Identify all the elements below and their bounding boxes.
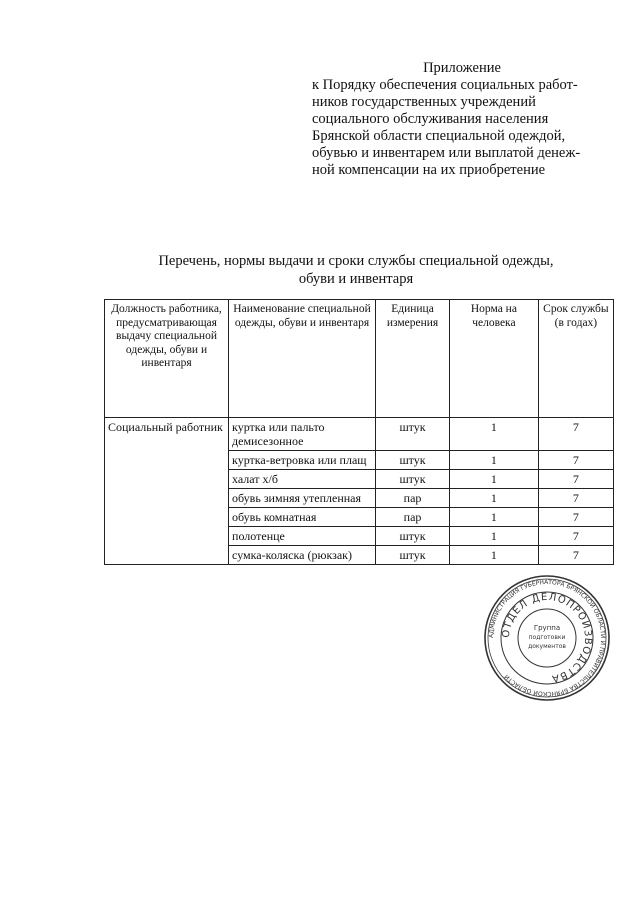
item-cell: халат х/б xyxy=(229,470,376,489)
norm-cell: 1 xyxy=(450,418,539,451)
title-line-1: Перечень, нормы выдачи и сроки службы специальной одежды, xyxy=(158,253,554,269)
document-title xyxy=(100,252,612,288)
office-stamp xyxy=(483,574,611,702)
table-row xyxy=(105,418,614,451)
norm-cell: 1 xyxy=(450,489,539,508)
appendix-line: обувью и инвентарем или выплатой денеж- xyxy=(312,145,581,161)
unit-cell: пар xyxy=(375,489,449,508)
appendix-line: Брянской области специальной одеждой, xyxy=(312,128,566,144)
appendix-heading: Приложение xyxy=(423,60,501,76)
unit-cell: штук xyxy=(375,546,449,565)
unit-cell: штук xyxy=(375,418,449,451)
table-header-row xyxy=(105,300,614,418)
term-cell: 7 xyxy=(538,546,613,565)
position-cell: Социальный работник xyxy=(105,418,229,565)
term-cell: 7 xyxy=(538,451,613,470)
term-cell: 7 xyxy=(538,527,613,546)
item-cell: куртка-ветровка или плащ xyxy=(229,451,376,470)
unit-cell: штук xyxy=(375,527,449,546)
appendix-block xyxy=(312,60,612,179)
term-cell: 7 xyxy=(538,418,613,451)
term-cell: 7 xyxy=(538,489,613,508)
header-unit: Единица измерения xyxy=(375,300,449,418)
stamp-outer-text: АДМИНИСТРАЦИЯ ГУБЕРНАТОРА БРЯНСКОЙ ОБЛАСТИ И ПРАВИТЕЛЬСТВА БРЯНСКОЙ ОБЛАСТИ xyxy=(487,578,607,698)
header-position: Должность работника, предусматривающая выдачу специальной одежды, обуви и инвентаря xyxy=(105,300,229,418)
item-cell: полотенце xyxy=(229,527,376,546)
term-cell: 7 xyxy=(538,508,613,527)
item-cell: обувь комнатная xyxy=(229,508,376,527)
norm-cell: 1 xyxy=(450,470,539,489)
norm-cell: 1 xyxy=(450,527,539,546)
norm-cell: 1 xyxy=(450,546,539,565)
stamp-inner-text: ОТДЕЛ ДЕЛОПРОИЗВОДСТВА xyxy=(500,591,594,684)
norms-table xyxy=(104,299,614,565)
header-item: Наименование специальной одежды, обуви и инвентаря xyxy=(229,300,376,418)
unit-cell: штук xyxy=(375,470,449,489)
appendix-line: ной компенсации на их приобретение xyxy=(312,162,546,178)
norm-cell: 1 xyxy=(450,508,539,527)
appendix-line: ников государственных учреждений xyxy=(312,94,536,110)
unit-cell: пар xyxy=(375,508,449,527)
header-norm: Норма на человека xyxy=(450,300,539,418)
unit-cell: штук xyxy=(375,451,449,470)
item-cell: сумка-коляска (рюкзак) xyxy=(229,546,376,565)
header-term: Срок службы (в годах) xyxy=(538,300,613,418)
stamp-seal-icon xyxy=(483,574,611,702)
stamp-center-line: Группа xyxy=(533,624,561,632)
item-cell: куртка или пальто демисезонное xyxy=(229,418,376,451)
appendix-line: к Порядку обеспечения социальных работ- xyxy=(312,77,578,93)
appendix-line: социального обслуживания населения xyxy=(312,111,549,127)
stamp-center-line: документов xyxy=(528,643,566,650)
norm-cell: 1 xyxy=(450,451,539,470)
stamp-center-line: подготовки xyxy=(528,634,566,641)
title-line-2: обуви и инвентаря xyxy=(298,271,414,287)
item-cell: обувь зимняя утепленная xyxy=(229,489,376,508)
term-cell: 7 xyxy=(538,470,613,489)
